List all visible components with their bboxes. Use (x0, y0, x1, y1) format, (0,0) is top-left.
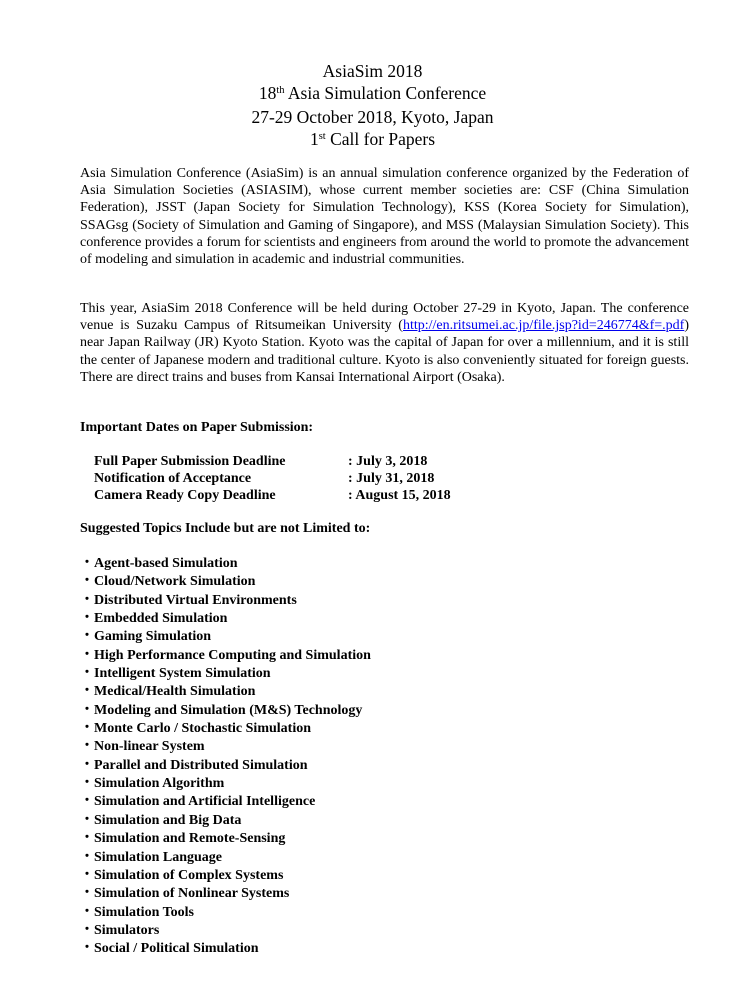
date-value: : July 31, 2018 (348, 471, 435, 487)
topic-item (80, 830, 371, 848)
topic-item (80, 665, 371, 683)
bullet-icon: ・ (80, 592, 94, 608)
venue-text-after: ) near Japan Railway (JR) Kyoto Station. Kyoto was the capital of Japan for over a millennium, and it is still the center of Japanese modern and traditional culture. Kyoto is also conveniently situated for foreign guests. There are direct trains and buses from Kansai International Airport (Osaka). (80, 318, 689, 385)
important-dates-heading: Important Dates on Paper Submission: (80, 420, 314, 435)
topic-item (80, 592, 371, 610)
topic-label: Cloud/Network Simulation (94, 574, 256, 590)
topic-item (80, 555, 371, 573)
venue-text-before: This year, AsiaSim 2018 Conference will be held during October 27-29 in Kyoto, Japan. The conference venue is Suzaku Campus of Ritsumeikan University ( (80, 301, 689, 334)
topic-label: Medical/Health Simulation (94, 684, 256, 700)
bullet-icon: ・ (80, 647, 94, 663)
date-row (94, 453, 451, 470)
date-row (94, 487, 451, 504)
topic-item (80, 647, 371, 665)
topic-item (80, 738, 371, 756)
topic-label: Intelligent System Simulation (94, 666, 271, 682)
edition-suffix: th (276, 84, 285, 96)
topic-label: Simulation of Nonlinear Systems (94, 886, 290, 902)
topic-item (80, 849, 371, 867)
conference-edition (0, 83, 745, 108)
call-number: 1 (309, 128, 319, 149)
call-suffix: st (318, 130, 326, 142)
bullet-icon: ・ (80, 886, 94, 902)
date-value: : August 15, 2018 (348, 488, 451, 504)
topic-item (80, 812, 371, 830)
bullet-icon: ・ (80, 812, 94, 828)
call-text: Call for Papers (325, 128, 436, 149)
bullet-icon: ・ (80, 666, 94, 682)
bullet-icon: ・ (80, 941, 94, 957)
topic-label: Non-linear System (94, 739, 205, 755)
intro-paragraph: Asia Simulation Conference (AsiaSim) is an annual simulation conference organized by the Federation of Asia Simulation Societies (ASIASIM), whose current member societies are: CSF (China Simulation Federation), JSST (Japan Society for Simulation Technology), KSS (Korea Society for Simulation), SSAGsg (Society of Simulation and Gaming of Singapore), and MSS (Malaysian Simulation Society). This conference provides a forum for scientists and engineers from around the world to promote the advancement of modeling and simulation in academic and industrial communities. (80, 166, 689, 268)
topic-item (80, 628, 371, 646)
bullet-icon: ・ (80, 776, 94, 792)
bullet-icon: ・ (80, 629, 94, 645)
topic-item (80, 867, 371, 885)
bullet-icon: ・ (80, 702, 94, 718)
topic-label: Simulation and Remote-Sensing (94, 831, 286, 847)
conference-name: AsiaSim 2018 (322, 61, 423, 81)
venue-map-link[interactable]: http://en.ritsumei.ac.jp/file.jsp?id=246774&f=.pdf (402, 318, 685, 334)
topic-item (80, 793, 371, 811)
topics-heading: Suggested Topics Include but are not Limited to: (80, 521, 371, 536)
bullet-icon: ・ (80, 922, 94, 938)
date-value: : July 3, 2018 (348, 454, 428, 469)
topic-item (80, 720, 371, 738)
topic-item (80, 683, 371, 701)
topic-label: Simulation of Complex Systems (94, 867, 284, 883)
bullet-icon: ・ (80, 556, 94, 571)
topic-item (80, 610, 371, 628)
date-label: Full Paper Submission Deadline (94, 454, 286, 469)
bullet-icon: ・ (80, 904, 94, 920)
topic-item (80, 904, 371, 922)
bullet-icon: ・ (80, 757, 94, 773)
topic-label: Modeling and Simulation (M&S) Technology (94, 702, 363, 718)
bullet-icon: ・ (80, 721, 94, 737)
important-dates-table (94, 453, 451, 505)
edition-number: 18 (258, 82, 277, 103)
call-title (0, 129, 745, 154)
topic-label: Distributed Virtual Environments (94, 592, 297, 608)
bullet-icon: ・ (80, 867, 94, 883)
topic-label: Social / Political Simulation (94, 941, 259, 957)
topic-item (80, 885, 371, 903)
date-label: Notification of Acceptance (94, 471, 252, 487)
topic-label: Agent-based Simulation (94, 556, 238, 571)
topic-label: Embedded Simulation (94, 611, 228, 627)
title-block (0, 61, 745, 153)
date-label: Camera Ready Copy Deadline (94, 488, 276, 504)
topic-label: High Performance Computing and Simulation (94, 647, 371, 663)
topic-item (80, 573, 371, 591)
topic-label: Simulation and Artificial Intelligence (94, 794, 316, 810)
topics-list (80, 555, 371, 959)
topic-label: Parallel and Distributed Simulation (94, 757, 308, 773)
topic-label: Simulation Language (94, 849, 222, 865)
bullet-icon: ・ (80, 794, 94, 810)
bullet-icon: ・ (80, 611, 94, 627)
topic-item (80, 940, 371, 958)
date-row (94, 470, 451, 487)
topic-label: Simulators (94, 922, 160, 938)
bullet-icon: ・ (80, 684, 94, 700)
topic-label: Simulation and Big Data (94, 812, 242, 828)
conference-dates-location: 27-29 October 2018, Kyoto, Japan (251, 107, 494, 127)
bullet-icon: ・ (80, 831, 94, 847)
topic-item (80, 702, 371, 720)
venue-paragraph (80, 300, 689, 386)
edition-title: Asia Simulation Conference (284, 82, 487, 103)
topic-label: Simulation Algorithm (94, 776, 225, 792)
topic-item (80, 757, 371, 775)
topic-item (80, 775, 371, 793)
topic-label: Gaming Simulation (94, 629, 212, 645)
topic-label: Simulation Tools (94, 904, 194, 920)
topic-item (80, 922, 371, 940)
bullet-icon: ・ (80, 574, 94, 590)
bullet-icon: ・ (80, 849, 94, 865)
topic-label: Monte Carlo / Stochastic Simulation (94, 721, 311, 737)
bullet-icon: ・ (80, 739, 94, 755)
